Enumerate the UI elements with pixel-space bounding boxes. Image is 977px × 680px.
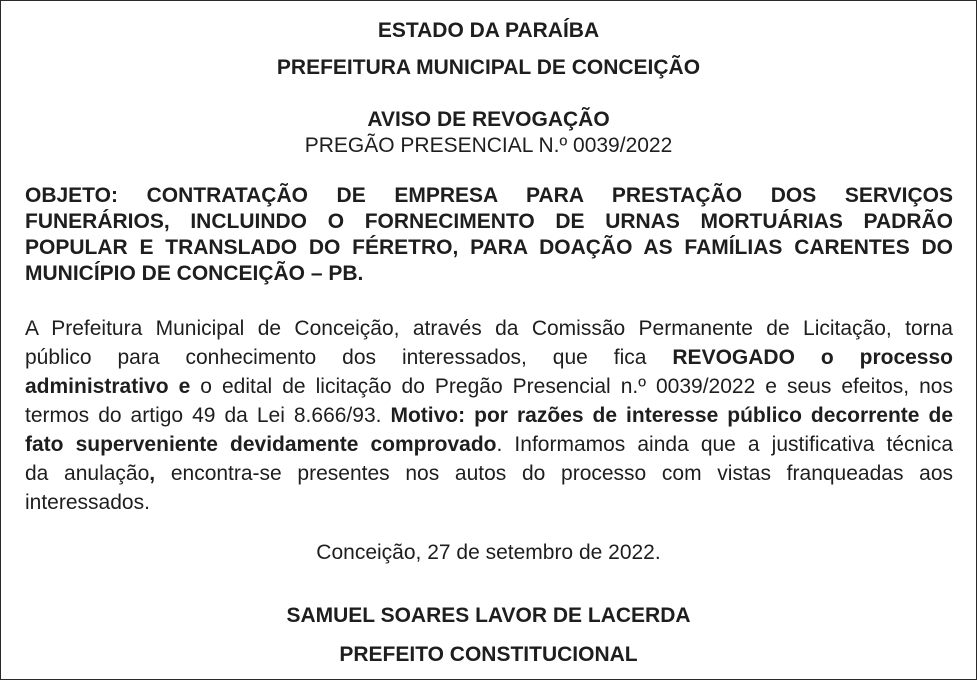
signatory-title: PREFEITO CONSTITUCIONAL: [339, 643, 638, 666]
body-text: da anulação: [25, 462, 150, 485]
body-text: termos do artigo 49 da Lei 8.666/93.: [25, 404, 391, 427]
process-number: PREGÃO PRESENCIAL N.º 0039/2022: [304, 134, 673, 157]
body-line-7: [25, 488, 953, 517]
body-text: . Informamos ainda que a justificativa técnica: [496, 433, 953, 456]
signatory-name: SAMUEL SOARES LAVOR DE LACERDA: [286, 604, 691, 627]
body-text: público para conhecimento dos interessados, que fica: [25, 346, 673, 369]
revocation-emphasis: administrativo e: [25, 375, 191, 398]
body-line-6: [25, 459, 953, 488]
date-line: Conceição, 27 de setembro de 2022.: [316, 541, 661, 564]
state-heading: ESTADO DA PARAÍBA: [377, 19, 600, 42]
body-text: interessados.: [25, 491, 150, 514]
revocation-emphasis: REVOGADO o processo: [672, 346, 953, 369]
body-line-5: [25, 430, 953, 459]
body-line-1: [25, 314, 953, 343]
object-paragraph: [25, 183, 953, 287]
object-line-3: POPULAR E TRANSLADO DO FÉRETRO, PARA DOAÇÃO AS FAMÍLIAS CARENTES DO: [25, 236, 953, 259]
reason-emphasis: fato superveniente devidamente comprovado: [25, 433, 497, 456]
notice-title: AVISO DE REVOGAÇÃO: [367, 108, 610, 131]
body-text: o edital de licitação do Pregão Presencial n.º 0039/2022 e seus efeitos, nos: [190, 375, 953, 398]
body-line-2: [25, 343, 953, 372]
body-line-3: [25, 372, 953, 401]
reason-emphasis: Motivo: por razões de interesse público decorrente de: [390, 404, 953, 427]
comma-emphasis: ,: [149, 462, 156, 485]
object-line-1: OBJETO: CONTRATAÇÃO DE EMPRESA PARA PRESTAÇÃO DOS SERVIÇOS: [25, 184, 953, 207]
object-line-2: FUNERÁRIOS, INCLUINDO O FORNECIMENTO DE URNAS MORTUÁRIAS PADRÃO: [25, 210, 953, 233]
body-text: A Prefeitura Municipal de Conceição, através da Comissão Permanente de Licitação, torna: [25, 317, 953, 340]
object-line-4: MUNICÍPIO DE CONCEIÇÃO – PB.: [25, 262, 364, 285]
municipality-heading: PREFEITURA MUNICIPAL DE CONCEIÇÃO: [276, 56, 701, 79]
body-line-4: [25, 401, 953, 430]
body-text: encontra-se presentes nos autos do processo com vistas franqueadas aos: [155, 462, 953, 485]
body-paragraph: [25, 314, 953, 517]
